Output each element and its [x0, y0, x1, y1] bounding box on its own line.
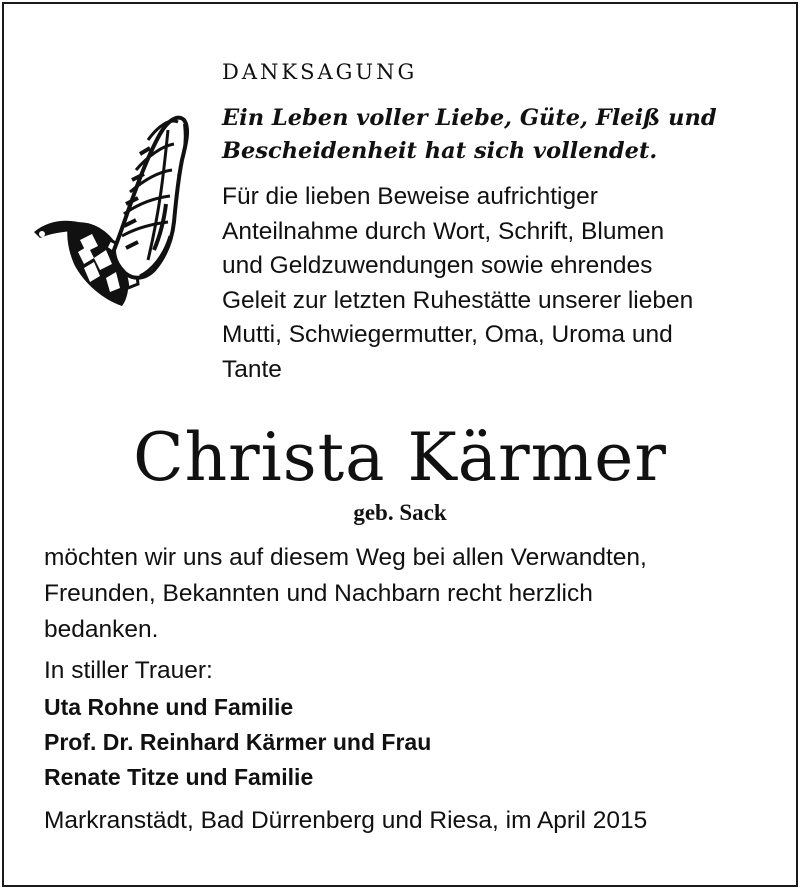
intro-line: Mutti, Schwiegermutter, Oma, Uroma und [222, 321, 673, 348]
intro-line: Für die lieben Beweise aufrichtiger [222, 183, 598, 210]
notice-heading: DANKSAGUNG [222, 60, 418, 84]
mourners-list [44, 690, 431, 795]
quote-line: Bescheidenheit hat sich vollendet. [222, 138, 658, 164]
mourner-entry: Renate Titze und Familie [44, 764, 314, 790]
deceased-name: Christa Kärmer [133, 419, 667, 496]
obituary-notice [2, 2, 798, 887]
quote-line: Ein Leben voller Liebe, Güte, Fleiß und [222, 105, 717, 131]
mourner-entry: Prof. Dr. Reinhard Kärmer und Frau [44, 729, 432, 755]
thanks-line: möchten wir uns auf diesem Weg bei allen Verwandten, [44, 544, 647, 571]
maiden-name: geb. Sack [353, 500, 447, 525]
intro-text [222, 180, 782, 387]
praying-hands-icon [28, 100, 208, 310]
thanks-line: bedanken. [44, 616, 159, 643]
intro-line: Geleit zur letzten Ruhestätte unserer lieben [222, 286, 694, 314]
intro-line: Tante [222, 355, 282, 383]
thanks-text [44, 540, 764, 648]
mourners-label: In stiller Trauer: [44, 657, 213, 684]
thanks-line: Freunden, Bekannten und Nachbarn recht herzlich [44, 580, 593, 607]
intro-line: und Geldzuwendungen sowie ehrendes [222, 252, 653, 279]
mourner-entry: Uta Rohne und Familie [44, 694, 294, 720]
intro-line: Anteilnahme durch Wort, Schrift, Blumen [222, 217, 665, 245]
place-and-date: Markranstädt, Bad Dürrenberg und Riesa, im April 2015 [44, 807, 648, 834]
memorial-quote [222, 102, 782, 168]
